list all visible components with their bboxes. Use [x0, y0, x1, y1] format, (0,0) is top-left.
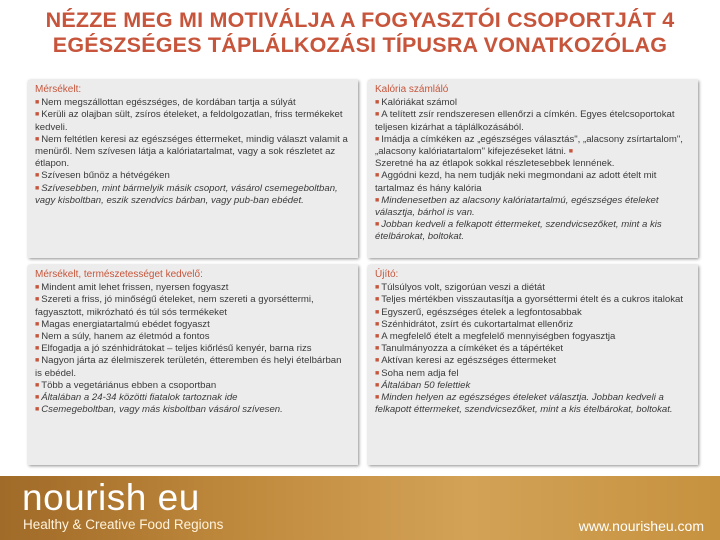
list-item: ■ Csemegeboltban, vagy más kisboltban vásárol szívesen.	[35, 404, 283, 416]
panel-heading: Kalória számláló	[375, 84, 449, 95]
bullet-icon: ■	[375, 111, 380, 119]
bullet-icon: ■	[35, 381, 40, 389]
bullet-icon: ■	[35, 394, 40, 402]
list-item: ■ Túlsúlyos volt, szigorúan veszi a diétát	[375, 282, 545, 294]
list-item: ■ Mindenesetben az alacsony kalóriatartalmú, egészséges ételeket választja, bárhol is van.	[375, 194, 659, 219]
list-item: ■ Imádja a címkéken az „egészséges választás", „alacsony zsírtartalom", „alacsony kalóriatartalom" kifejezéseket látni. ■	[375, 133, 683, 158]
list-item: ■ Nem feltétlen keresi az egészséges éttermeket, mindig választ valamit a menüről. Nem szívesen látja a kalóriatartalmat, vagy a sok részletet az étlapon.	[35, 133, 348, 170]
bullet-icon: ■	[375, 381, 380, 389]
list-item: ■ Nem megszállottan egészséges, de kordában tartja a súlyát	[35, 97, 296, 109]
panel-heading: Mérsékelt:	[35, 84, 82, 95]
bullet-icon: ■	[375, 308, 380, 316]
bullet-icon: ■	[35, 320, 40, 328]
list-item: ■ Minden helyen az egészséges ételeket választja. Jobban kedveli a felkapott éttermeket, szendvicsezőket, mint a kis ételbárokat, boltokat.	[375, 392, 673, 416]
list-item: ■ Tanulmányozza a címkéket és a tápértéket	[375, 343, 564, 355]
list-item: ■ Aktívan keresi az egészséges éttermeket	[375, 355, 557, 367]
panel-heading: Újító:	[375, 269, 399, 280]
bullet-icon: ■	[375, 196, 380, 204]
bullet-icon: ■	[35, 296, 40, 304]
list-item: ■ Szénhidrátot, zsírt és cukortartalmat ellenőriz	[375, 318, 574, 330]
list-item: ■ Jobban kedveli a felkapott éttermeket, szendvicsezőket, mint a kis ételbárokat, boltokat.	[375, 219, 662, 243]
list-item: ■ Szívesebben, mint bármelyik másik csoport, vásárol csemegeboltban, vagy kisboltban, eszik szendvics bárban, vagy pub-ban ebédet.	[35, 182, 338, 206]
bullet-icon: ■	[375, 369, 380, 377]
bullet-icon: ■	[35, 357, 40, 365]
list-item: ■ Elfogadja a jó szénhidrátokat – teljes kiőrlésű kenyér, barna rizs	[35, 343, 312, 355]
bullet-icon: ■	[35, 172, 40, 180]
list-item: ■ Szereti a friss, jó minőségű ételeket, nem szereti a gyorséttermi, fagyasztott, mikrózható és túl sós termékeket	[35, 294, 314, 318]
bullet-icon: ■	[375, 333, 380, 341]
list-item: ■ Szívesen bűnöz a hétvégéken	[35, 170, 170, 182]
list-item: ■ Teljes mértékben visszautasítja a gyorséttermi ételt és a cukros italokat	[375, 294, 684, 306]
list-item: ■ A megfelelő ételt a megfelelő mennyiségben fogyasztja	[375, 331, 616, 343]
list-item: ■ Nem a súly, hanem az életmód a fontos	[35, 331, 210, 343]
list-item: ■ Egyszerű, egészséges ételek a legfontosabbak	[375, 306, 582, 318]
bullet-icon: ■	[35, 184, 40, 192]
list-item: ■ Kalóriákat számol	[375, 97, 457, 109]
bullet-icon: ■	[35, 284, 40, 292]
list-item: ■ Több a vegetáriánus ebben a csoportban	[35, 379, 217, 391]
bullet-icon: ■	[375, 320, 380, 328]
bullet-icon: ■	[375, 99, 380, 107]
bullet-icon: ■	[35, 333, 40, 341]
list-item: ■ Kerüli az olajban sült, zsíros ételeket, a feldolgozatlan, friss termékeket kedveli.	[35, 109, 343, 133]
bullet-icon: ■	[375, 135, 380, 143]
list-item: ■ Magas energiatartalmú ebédet fogyaszt	[35, 318, 210, 330]
list-item: ■ A telített zsír rendszeresen ellenőrzi a címkén. Egyes ételcsoportokat teljesen kizárhat a táplálkozásából.	[375, 109, 675, 133]
bullet-icon: ■	[568, 148, 574, 156]
brand-tagline: Healthy & Creative Food Regions	[23, 517, 224, 532]
bullet-icon: ■	[375, 345, 380, 353]
list-item: ■ Nagyon járta az élelmiszerek területén, étteremben és helyi ételbárban is ebédel.	[35, 355, 342, 379]
bullet-icon: ■	[35, 406, 40, 414]
panel-calorie-counter	[368, 80, 698, 258]
panel-moderate-natural	[28, 265, 358, 465]
list-item: ■ Aggódni kezd, ha nem tudják neki megmondani az adott ételt mit tartalmaz és hány kalória	[375, 170, 657, 194]
panel-moderate	[28, 80, 358, 258]
list-item: ■ Általában 50 felettiek	[375, 379, 471, 391]
list-item: ■ Mindent amit lehet frissen, nyersen fogyaszt	[35, 282, 229, 294]
list-item: ■ Soha nem adja fel	[375, 367, 459, 379]
bullet-icon: ■	[35, 99, 40, 107]
bullet-icon: ■	[375, 284, 380, 292]
title-line-2: EGÉSZSÉGES TÁPLÁLKOZÁSI TÍPUSRA VONATKOZÓLAG	[52, 33, 668, 57]
title-line-1: NÉZZE MEG MI MOTIVÁLJA A FOGYASZTÓI CSOPORTJÁT 4	[45, 8, 675, 32]
bullet-icon: ■	[35, 135, 40, 143]
bullet-icon: ■	[375, 172, 380, 180]
bullet-icon: ■	[375, 394, 380, 402]
page-title	[0, 8, 720, 58]
list-item: ■ Általában a 24-34 közötti fiatalok tartoznak ide	[35, 392, 238, 404]
bullet-icon: ■	[375, 296, 380, 304]
bullet-icon: ■	[35, 111, 40, 119]
brand-logo: nourish eu	[22, 477, 200, 518]
bullet-icon: ■	[375, 357, 380, 365]
list-item: Szeretné ha az étlapok sokkal részletesebbek lennének.	[375, 158, 615, 170]
bullet-icon: ■	[375, 221, 380, 229]
panel-newbie	[368, 265, 698, 465]
website-link[interactable]: www.nourisheu.com	[578, 518, 704, 534]
bullet-icon: ■	[35, 345, 40, 353]
panel-heading: Mérsékelt, természetességet kedvelő:	[35, 269, 203, 280]
